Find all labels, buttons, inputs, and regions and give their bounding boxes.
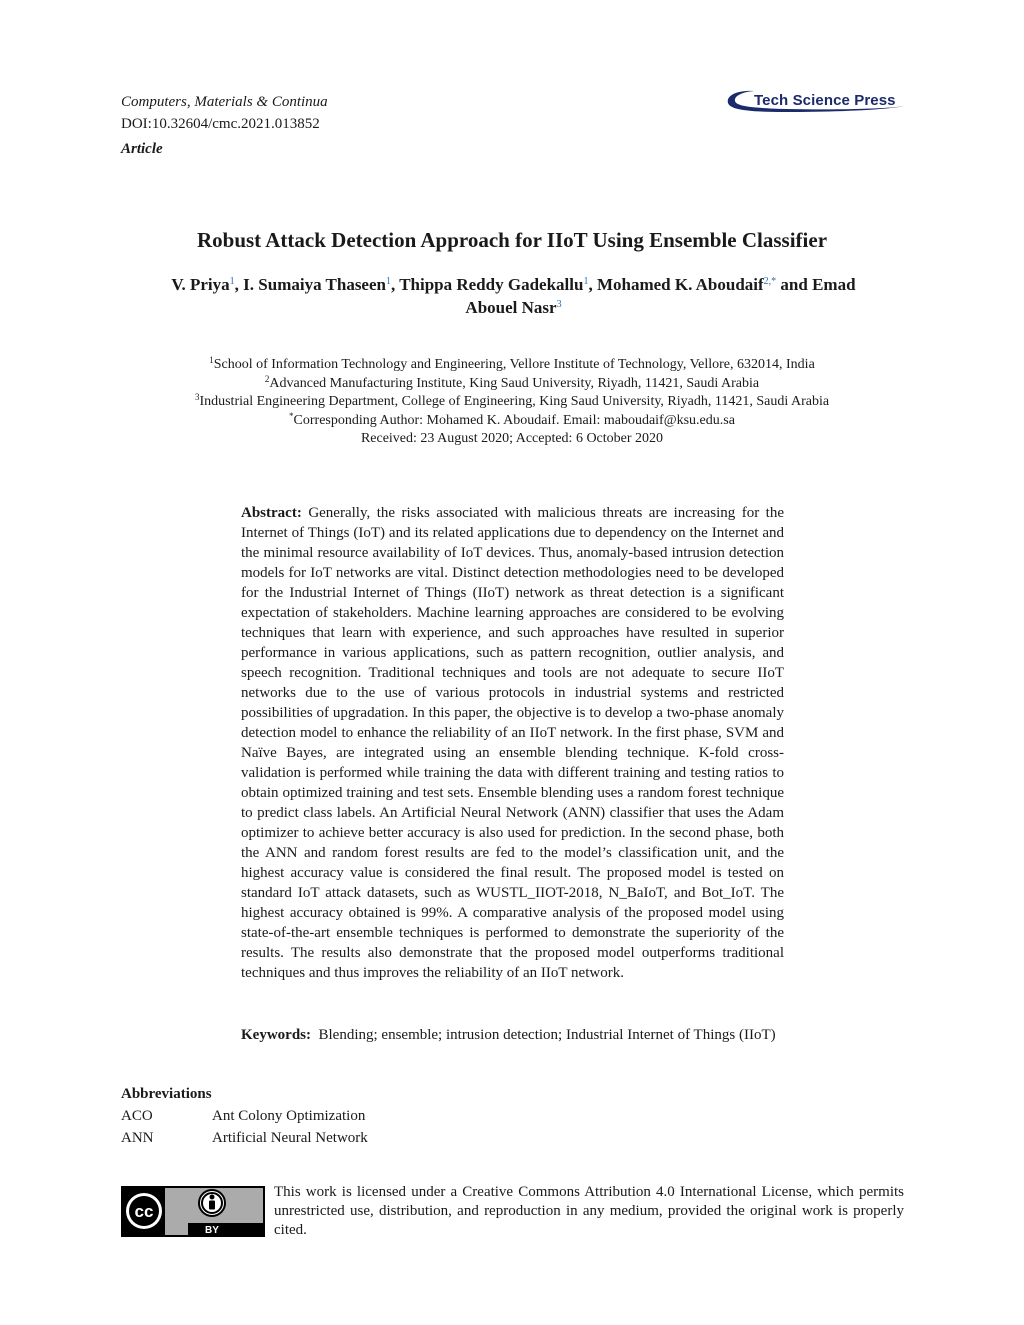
by-label: BY xyxy=(205,1225,219,1236)
corresponding-author xyxy=(0,412,1024,431)
article-type: Article xyxy=(121,141,163,157)
abbreviation-row xyxy=(121,1106,365,1126)
affiliation-text: Industrial Engineering Department, College of Engineering, King Saud University, Riyadh, 11421, Saudi Arabia xyxy=(199,394,830,409)
author-name: V. Priya xyxy=(171,275,230,294)
publisher-logo xyxy=(724,87,906,117)
author-affiliation-mark[interactable]: 2,* xyxy=(763,276,777,287)
creative-commons-icon xyxy=(126,1193,162,1229)
received-accepted-dates: Received: 23 August 2020; Accepted: 6 October 2020 xyxy=(360,431,664,446)
abbreviation-code: ACO xyxy=(121,1108,153,1124)
affiliation-number: 2 xyxy=(264,373,270,384)
author-affiliation-mark[interactable]: 1 xyxy=(229,276,235,287)
attribution-icon xyxy=(199,1190,225,1216)
cc-by-license-badge[interactable] xyxy=(121,1186,265,1237)
author-name: Abouel Nasr xyxy=(465,298,557,317)
affiliation xyxy=(0,356,1024,375)
author-name: Mohamed K. Aboudaif xyxy=(596,275,764,294)
author-name: I. Sumaiya Thaseen xyxy=(243,275,386,294)
abstract-text: Generally, the risks associated with malicious threats are increasing for the Internet of Things (IoT) and its related applications due to dependency on the Internet and the minimal resource availability of IoT devices. Thus, anomaly-based intrusion detection models for IoT networks are vital. Distinct detection methodologies need to be developed for the Industrial Internet of Things (IIoT) network as threat detection is a significant expectation of stakeholders. Machine learning approaches are considered to be evolving techniques that learn with experience, and such approaches have resulted in superior performance in various applications, such as pattern recognition, outlier analysis, and speech recognition. Traditional techniques and tools are not adequate to secure IIoT networks due to the use of various protocols in industrial systems and restricted possibilities of upgradation. In this paper, the objective is to develop a two-phase anomaly detection model to enhance the reliability of an IIoT network. In the first phase, SVM and Naïve Bayes, are integrated using an ensemble blending technique. K-fold cross-validation is performed while training the data with different training and testing ratios to obtain optimized training and test sets. Ensemble blending uses a random forest technique to predict class labels. An Artificial Neural Network (ANN) classifier that uses the Adam optimizer to achieve better accuracy is also used for prediction. In the second phase, both the ANN and random forest results are fed to the model’s classification unit, and the highest accuracy value is considered the final result. The proposed model is tested on standard IoT attack datasets, such as WUSTL_IIOT-2018, N_BaIoT, and Bot_IoT. The highest accuracy obtained is 99%. A comparative analysis of the proposed model using state-of-the-art ensemble techniques is performed to demonstrate the superiority of the results. The results also demonstrate that the proposed model outperforms traditional techniques and thus improves the reliability of an IIoT network. xyxy=(241,505,784,981)
author-affiliation-mark[interactable]: 1 xyxy=(583,276,589,287)
publisher-name: Tech Science Press xyxy=(754,92,896,109)
keywords-text: Blending; ensemble; intrusion detection; Industrial Internet of Things (IIoT) xyxy=(318,1027,776,1043)
abbreviations-heading: Abbreviations xyxy=(121,1086,212,1102)
license-statement: This work is licensed under a Creative Commons Attribution 4.0 International License, which permits unrestricted use, distribution, and reproduction in any medium, provided the original work is properly cited. xyxy=(274,1184,904,1238)
journal-name: Computers, Materials & Continua xyxy=(121,94,328,110)
affiliation-text: Advanced Manufacturing Institute, King Saud University, Riyadh, 11421, Saudi Arabia xyxy=(269,375,760,391)
author-name: Thippa Reddy Gadekallu xyxy=(399,275,584,294)
author-connector: and xyxy=(780,275,808,294)
doi: DOI:10.32604/cmc.2021.013852 xyxy=(121,116,320,132)
keywords xyxy=(241,1025,784,1045)
author-affiliation-mark[interactable]: 1 xyxy=(385,276,391,287)
affiliation-text: School of Information Technology and Engineering, Vellore Institute of Technology, Vellore, 632014, India xyxy=(213,357,815,372)
affiliation-number: 1 xyxy=(209,355,214,365)
abstract-label: Abstract: xyxy=(241,505,302,521)
author-list: V. Priya$^1$, I. Sumaiya Thaseen$^1$, Thippa Reddy Gadekallu$^1$, Mohamed K. Aboudaif$^{2,*}$ and Emad Abouel Nasr$^3$ xyxy=(171,275,856,317)
keywords-label: Keywords: xyxy=(241,1027,311,1043)
affiliation xyxy=(0,375,1024,394)
author-affiliation-mark[interactable]: 3 xyxy=(556,299,562,310)
abbreviation-meaning: Ant Colony Optimization xyxy=(212,1108,366,1124)
cc-mark: cc xyxy=(134,1202,154,1221)
corresponding-mark: * xyxy=(289,410,294,421)
corresponding-text: Corresponding Author: Mohamed K. Aboudaif. Email: maboudaif@ksu.edu.sa xyxy=(293,412,735,428)
affiliation-number: 3 xyxy=(194,392,200,402)
abbreviation-meaning: Artificial Neural Network xyxy=(212,1130,368,1146)
affiliation xyxy=(0,393,1024,412)
author-name: Emad xyxy=(812,275,856,294)
abstract xyxy=(241,503,784,983)
abbreviation-code: ANN xyxy=(121,1130,154,1146)
paper-title: Robust Attack Detection Approach for IIoT Using Ensemble Classifier xyxy=(196,228,828,252)
abbreviation-row xyxy=(121,1128,368,1148)
affiliations xyxy=(0,356,1024,449)
